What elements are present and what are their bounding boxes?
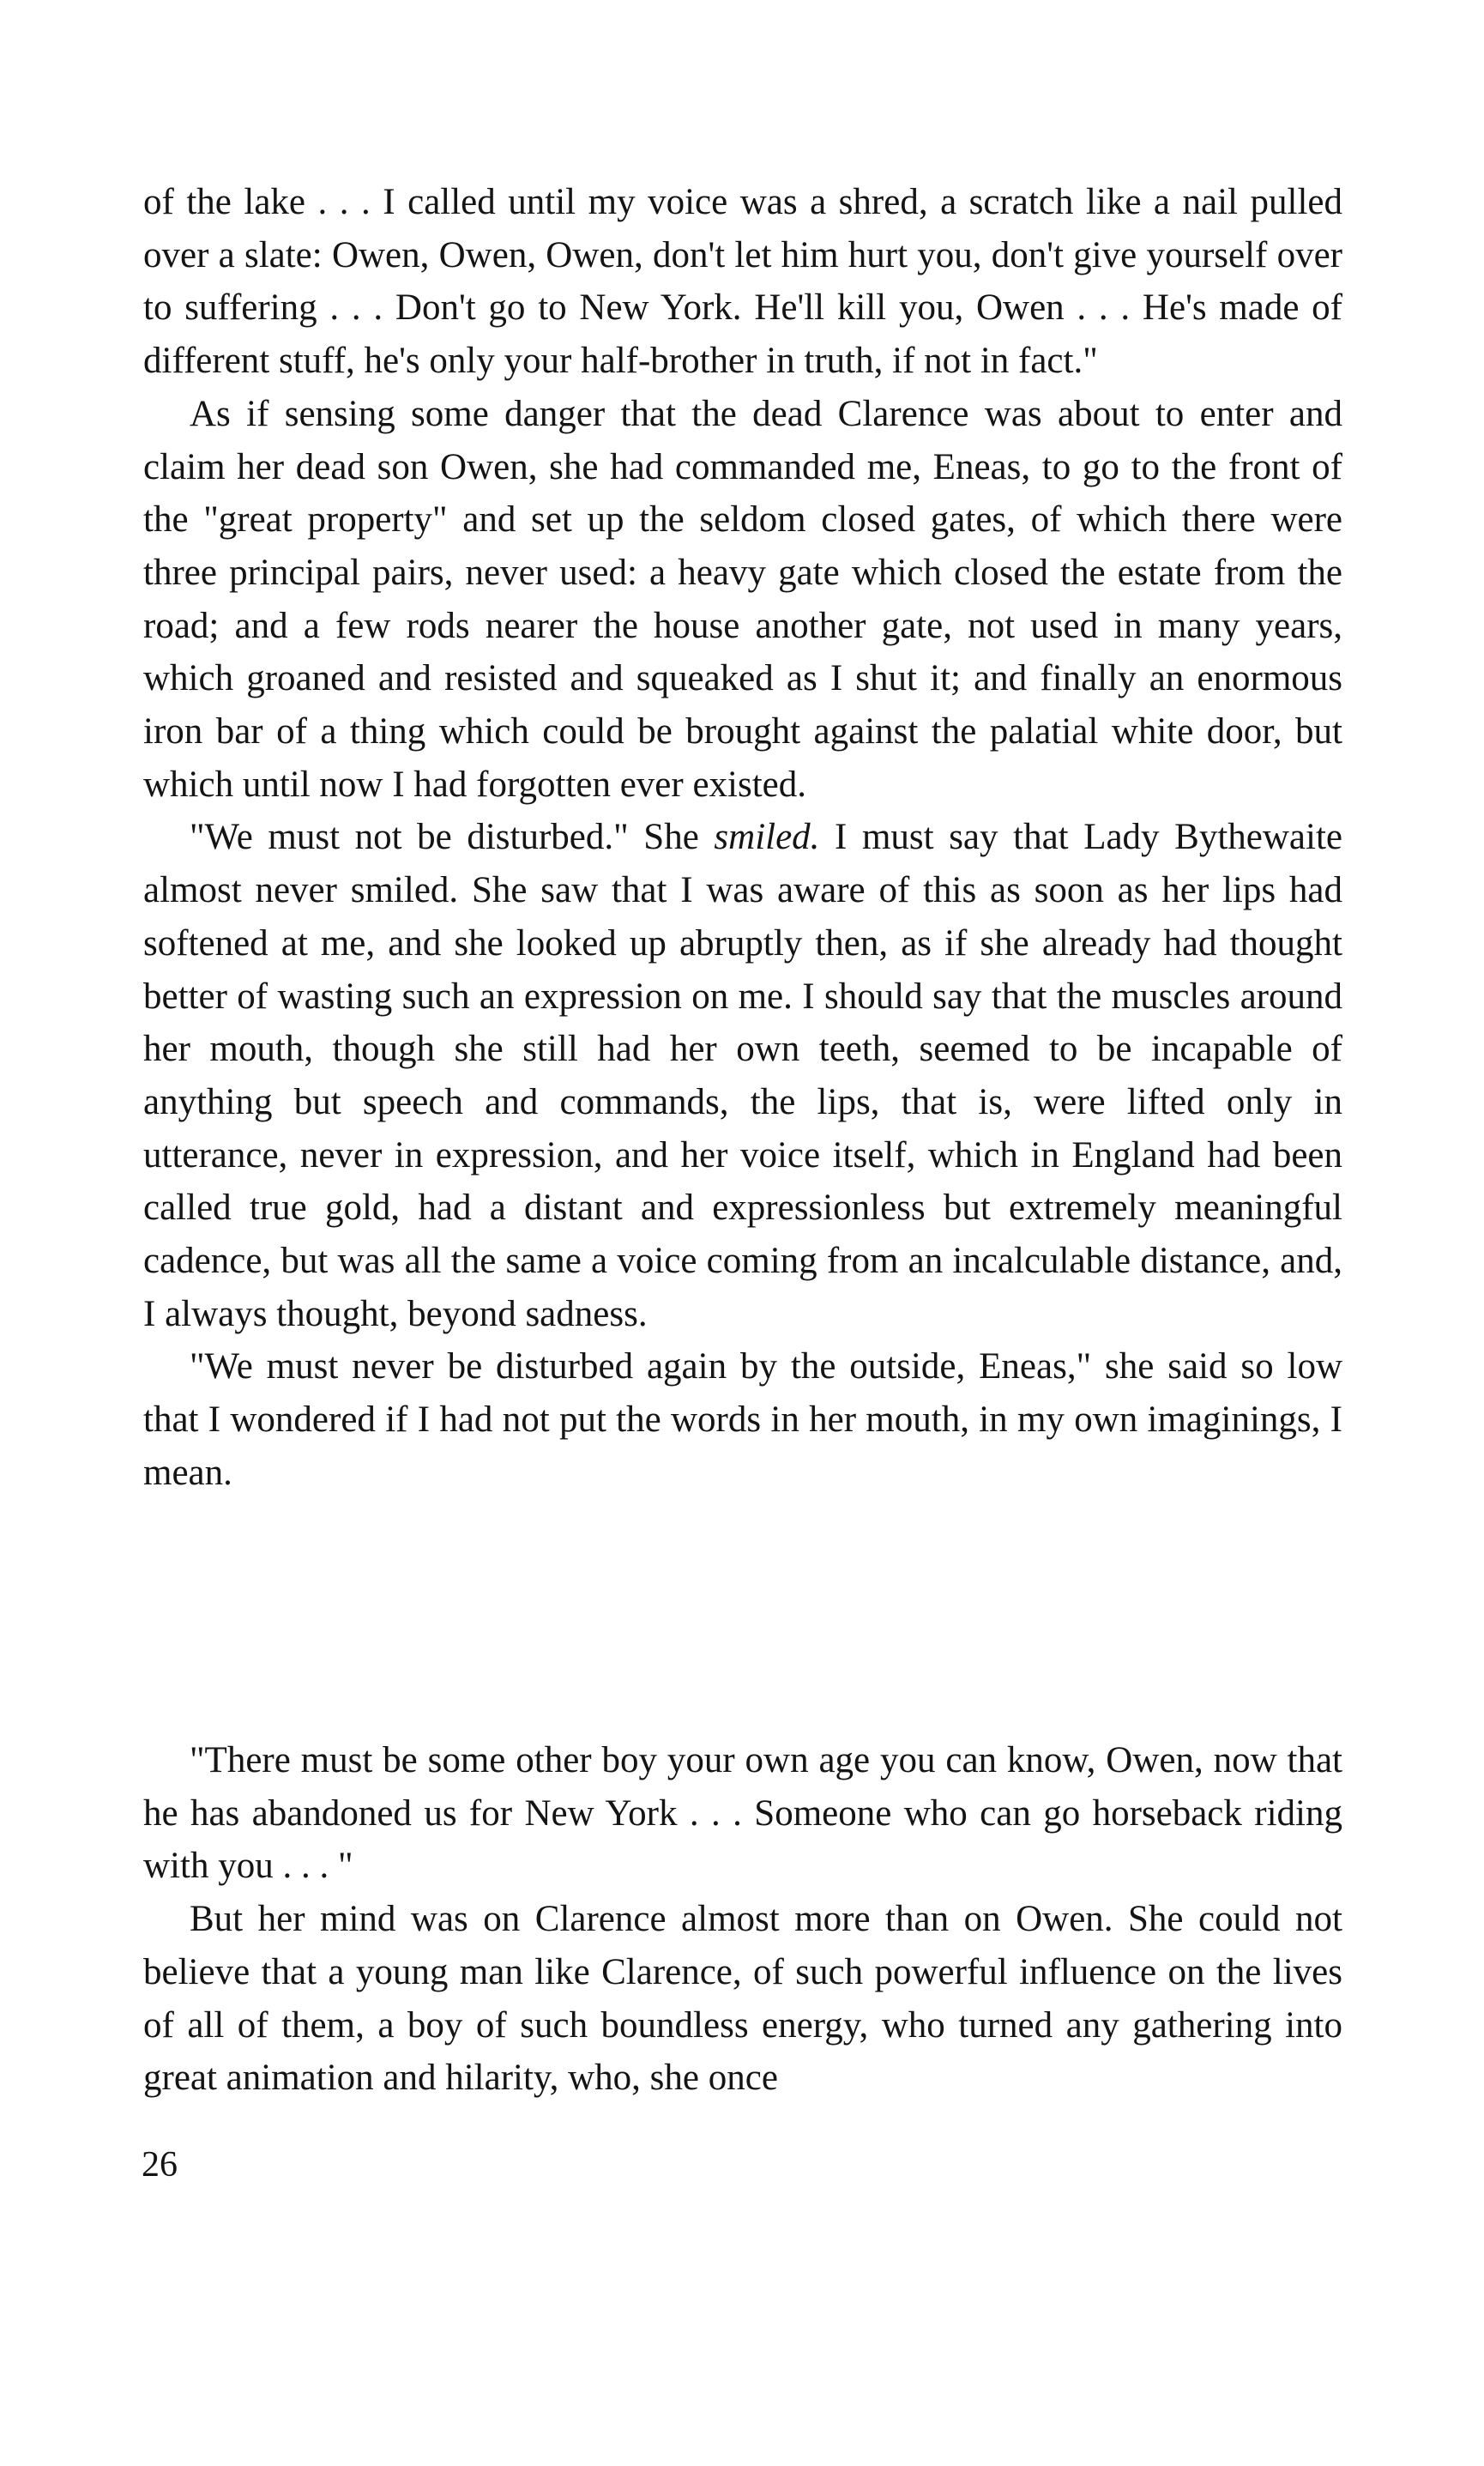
paragraph-4: "We must never be disturbed again by the outside, Eneas," she said so low that I wondered if I had not put the words in her mouth, in my own imaginings, I mean.	[143, 1346, 1342, 1493]
page-number: 26	[142, 2145, 178, 2185]
paragraph-3-emphasis: smiled.	[714, 817, 820, 858]
paragraph-3-text-after: I must say that Lady Bythewaite almost never smiled. She saw that I was aware of this as soon as her lips had softened at me, and she looked up abruptly then, as if she already had thought better of wasting such an expression on me. I should say that the muscles around her mouth, though she still had her own teeth, seemed to be incapable of anything but speech and commands, the lips, that is, were lifted only in utterance, never in expression, and her voice itself, which in England had been called true gold, had a distant and expressionless but extremely meaningful cadence, but was all the same a voice coming from an incalculable distance, and, I always thought, beyond sadness.	[143, 817, 1342, 1334]
paragraph-1: of the lake . . . I called until my voice was a shred, a scratch like a nail pulled over a slate: Owen, Owen, Owen, don't let him hurt you, don't give yourself over to suffering . . . Don't go to New York. He'll kill you, Owen . . . He's made of different stuff, he's only your half-brother in truth, if not in fact."	[143, 182, 1342, 382]
paragraph-2: As if sensing some danger that the dead Clarence was about to enter and claim her dead son Owen, she had commanded me, Eneas, to go to the front of the "great property" and set up the seldom closed gates, of which there were three principal pairs, never used: a heavy gate which closed the estate from the road; and a few rods nearer the house another gate, not used in many years, which groaned and resisted and squeaked as I shut it; and finally an enormous iron bar of a thing which could be brought against the palatial white door, but which until now I had forgotten ever existed.	[143, 393, 1342, 805]
paragraph-5: "There must be some other boy your own age you can know, Owen, now that he has abandoned us for New York . . . Someone who can go horseback riding with you . . . "	[143, 1740, 1342, 1887]
paragraph-6: But her mind was on Clarence almost more than on Owen. She could not believe that a young man like Clarence, of such powerful influence on the lives of all of them, a boy of such boundless energy, who turned any gathering into great animation and hilarity, who, she once	[143, 1899, 1342, 2099]
text-section-2	[143, 1734, 1342, 2105]
paragraph-3	[143, 811, 1342, 1340]
text-section-1	[143, 176, 1342, 1500]
paragraph-3-text-before: "We must not be disturbed." She	[190, 817, 715, 858]
